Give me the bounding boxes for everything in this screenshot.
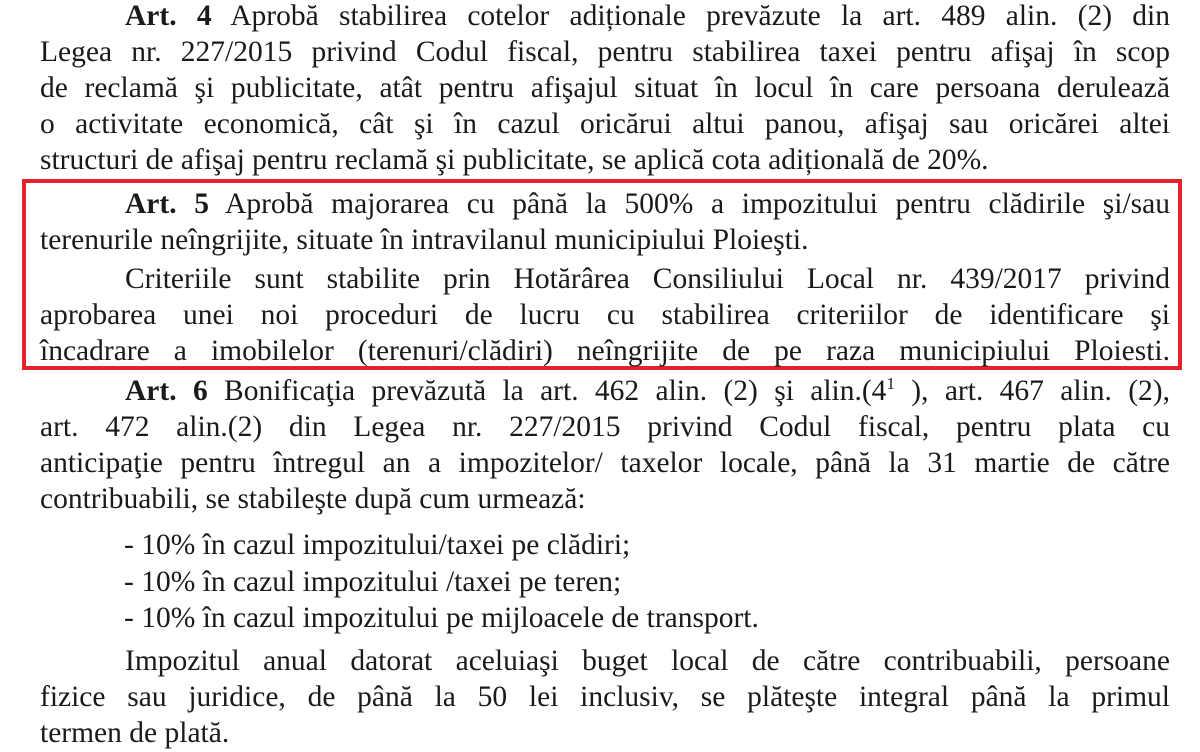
art5-line-3: Criteriile sunt stabilite prin Hotărârea Consiliului Local nr. 439/2017 privind — [125, 263, 1170, 295]
art6-label: Art. 6 — [125, 375, 208, 407]
art4-line-4: o activitate economică, cât şi în cazul oricărui altui panou, afişaj sau oricărei altei — [40, 108, 1170, 140]
art4-label: Art. 4 — [125, 0, 212, 32]
art5-line-4: aprobarea unei noi proceduri de lucru cu stabilirea criteriilor de identificare şi — [40, 299, 1170, 331]
art6-line-2: art. 472 alin.(2) din Legea nr. 227/2015 privind Codul fiscal, pentru plata cu — [40, 411, 1170, 443]
art6-para2-line-2: fizice sau juridice, de până la 50 lei inclusiv, se plăteşte integral până la primul — [40, 681, 1170, 713]
art4-line-2: Legea nr. 227/2015 privind Codul fiscal, pentru stabilirea taxei pentru afişaj în scop — [40, 36, 1170, 68]
art6-list-item: - 10% în cazul impozitului /taxei pe teren; — [124, 566, 622, 598]
art5-line-2: terenurile neîngrijite, situate în intravilanul municipiului Ploieşti. — [40, 224, 809, 256]
art6-line-4: contribuabili, se stabileşte după cum urmează: — [40, 483, 586, 515]
art6-list-item: - 10% în cazul impozitului pe mijloacele de transport. — [124, 602, 759, 634]
art4-line-5: structuri de afişaj pentru reclamă şi publicitate, se aplică cota adițională de 20%. — [40, 144, 989, 176]
art5-line-5: încadrare a imobilelor (terenuri/clădiri) neîngrijite de pe raza municipiului Ploiesti. — [40, 335, 1170, 367]
art6-para2-line-3: termen de plată. — [40, 717, 230, 749]
art4-line-3: de reclamă şi publicitate, atât pentru afişajul situat în locul în care persoana derulează — [40, 72, 1170, 104]
art4-line-1: Art. 4 Aprobă stabilirea cotelor adiționale prevăzute la art. 489 alin. (2) din — [125, 0, 1170, 32]
art5-label: Art. 5 — [125, 188, 210, 220]
art6-list-item: - 10% în cazul impozitului/taxei pe clădiri; — [124, 529, 631, 561]
art5-line-1: Art. 5 Aprobă majorarea cu până la 500% a impozitului pentru clădirile şi/sau — [125, 188, 1170, 220]
art6-line-3: anticipaţie pentru întregul an a impozitelor/ taxelor locale, până la 31 martie de către — [40, 447, 1170, 479]
art6-line-1: Art. 6 Bonificaţia prevăzută la art. 462 alin. (2) şi $alin.(4^1$ ), art. 467 alin. (2), — [125, 374, 1170, 407]
art6-para2-line-1: Impozitul anual datorat aceluiaşi buget local de către contribuabili, persoane — [125, 645, 1170, 677]
